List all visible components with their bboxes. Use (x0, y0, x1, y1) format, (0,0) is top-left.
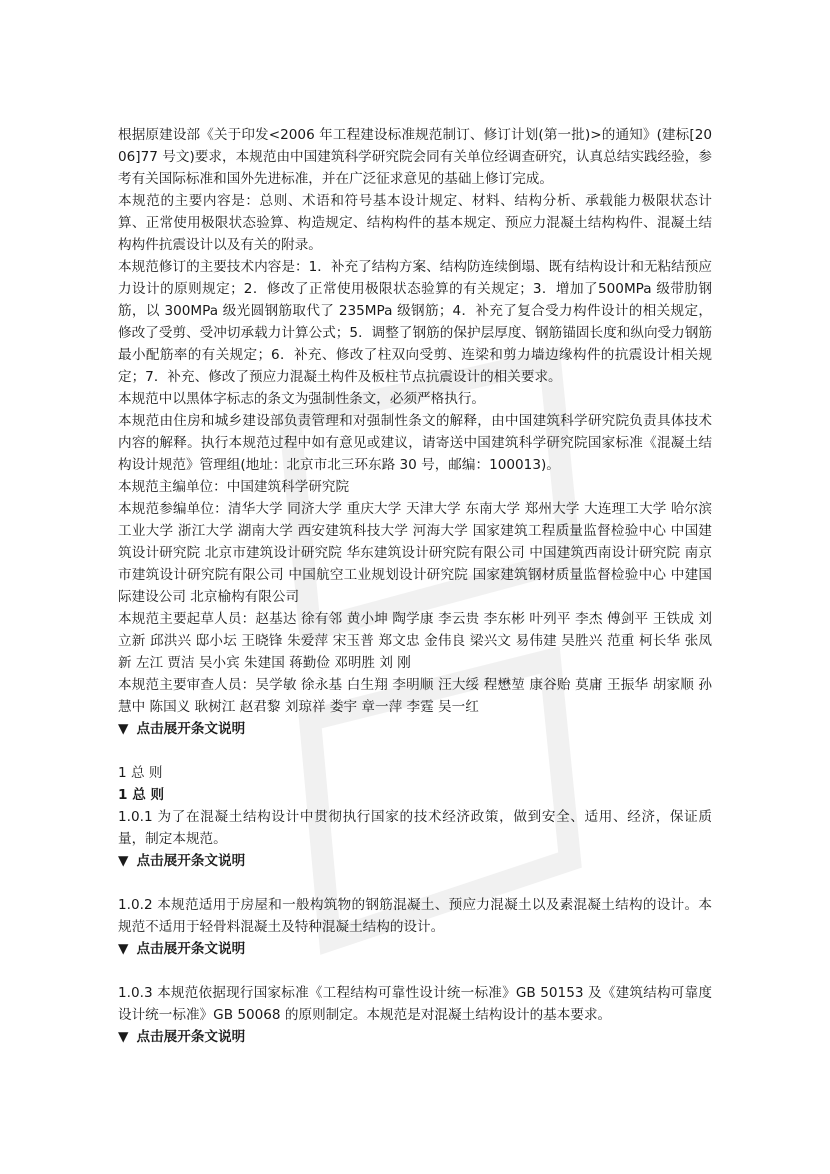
toggle-label: 点击展开条文说明 (136, 941, 246, 957)
preface-paragraph: 本规范主编单位：中国建筑科学研究院 (118, 479, 350, 495)
triangle-down-icon: ▼ (118, 1029, 129, 1045)
clause-text: 1.0.2 本规范适用于房屋和一般构筑物的钢筋混凝土、预应力混凝土以及素混凝土结构的设计。本规范不适用于轻骨料混凝土及特种混凝土结构的设计。 (118, 897, 712, 935)
document-body (118, 124, 712, 1048)
preface-paragraph: 本规范的主要内容是：总则、术语和符号基本设计规定、材料、结构分析、承载能力极限状态计算、正常使用极限状态验算、构造规定、结构构件的基本规定、预应力混凝土结构构件、混凝土结构构件抗震设计以及有关的附录。 (118, 193, 712, 253)
expand-explanation-toggle[interactable] (118, 850, 712, 872)
toggle-label: 点击展开条文说明 (136, 721, 246, 737)
preface-paragraph: 本规范由住房和城乡建设部负责管理和对强制性条文的解释，由中国建筑科学研究院负责具体技术内容的解释。执行本规范过程中如有意见或建议，请寄送中国建筑科学研究院国家标准《混凝土结构设计规范》管理组(地址：北京市北三环东路 30 号，邮编：100013)。 (118, 413, 712, 473)
triangle-down-icon: ▼ (118, 721, 129, 737)
clause-text: 1.0.3 本规范依据现行国家标准《工程结构可靠性设计统一标准》GB 50153 及《建筑结构可靠度设计统一标准》GB 50068 的原则制定。本规范是对混凝土结构设计的基本要求。 (118, 985, 712, 1023)
expand-explanation-toggle[interactable] (118, 718, 712, 740)
toggle-label: 点击展开条文说明 (136, 853, 246, 869)
clause-text: 1.0.1 为了在混凝土结构设计中贯彻执行国家的技术经济政策，做到安全、适用、经济，保证质量，制定本规范。 (118, 809, 712, 847)
expand-explanation-toggle[interactable] (118, 1026, 712, 1048)
preface-paragraph: 本规范主要审查人员：吴学敏 徐永基 白生翔 李明顺 汪大绥 程懋堃 康谷贻 莫庸 王振华 胡家顺 孙慧中 陈国义 耿树江 赵君黎 刘琼祥 娄宇 章一萍 李霆 吴一红 (118, 677, 712, 715)
preface-paragraph: 根据原建设部《关于印发<2006 年工程建设标准规范制订、修订计划(第一批)>的通知》(建标[2006]77 号文)要求，本规范由中国建筑科学研究院会同有关单位经调查研究，认真总结实践经验，参考有关国际标准和国外先进标准，并在广泛征求意见的基础上修订完成。 (118, 127, 712, 187)
expand-explanation-toggle[interactable] (118, 938, 712, 960)
preface-paragraph: 本规范参编单位：清华大学 同济大学 重庆大学 天津大学 东南大学 郑州大学 大连理工大学 哈尔滨工业大学 浙江大学 湖南大学 西安建筑科技大学 河海大学 国家建筑工程质量监督检验中心 中国建筑设计研究院 北京市建筑设计研究院 华东建筑设计研究院有限公司 中国建筑西南设计研究院 南京市建筑设计研究院有限公司 中国航空工业规划设计研究院 国家建筑钢材质量监督检验中心 中建国际建设公司 北京榆构有限公司 (118, 501, 712, 605)
triangle-down-icon: ▼ (118, 853, 129, 869)
preface-paragraph: 本规范中以黑体字标志的条文为强制性条文，必须严格执行。 (118, 391, 486, 407)
preface-paragraph: 本规范修订的主要技术内容是：1．补充了结构方案、结构防连续倒塌、既有结构设计和无粘结预应力设计的原则规定；2．修改了正常使用极限状态验算的有关规定；3．增加了500MPa 级带肋钢筋，以 300MPa 级光圆钢筋取代了 235MPa 级钢筋；4．补充了复合受力构件设计的相关规定，修改了受剪、受冲切承载力计算公式；5．调整了钢筋的保护层厚度、钢筋锚固长度和纵向受力钢筋最小配筋率的有关规定；6．补充、修改了柱双向受剪、连梁和剪力墙边缘构件的抗震设计相关规定；7．补充、修改了预应力混凝土构件及板柱节点抗震设计的相关要求。 (118, 259, 712, 385)
chapter-heading: 1 总 则 (118, 787, 165, 803)
triangle-down-icon: ▼ (118, 941, 129, 957)
toggle-label: 点击展开条文说明 (136, 1029, 246, 1045)
chapter-title: 1 总 则 (118, 765, 163, 781)
preface-paragraph: 本规范主要起草人员：赵基达 徐有邻 黄小坤 陶学康 李云贵 李东彬 叶列平 李杰 傅剑平 王铁成 刘立新 邱洪兴 邸小坛 王晓锋 朱爱萍 宋玉普 郑文忠 金伟良 梁兴文 易伟建 吴胜兴 范重 柯长华 张凤新 左江 贾洁 吴小宾 朱建国 蒋勤俭 邓明胜 刘 刚 (118, 611, 712, 671)
